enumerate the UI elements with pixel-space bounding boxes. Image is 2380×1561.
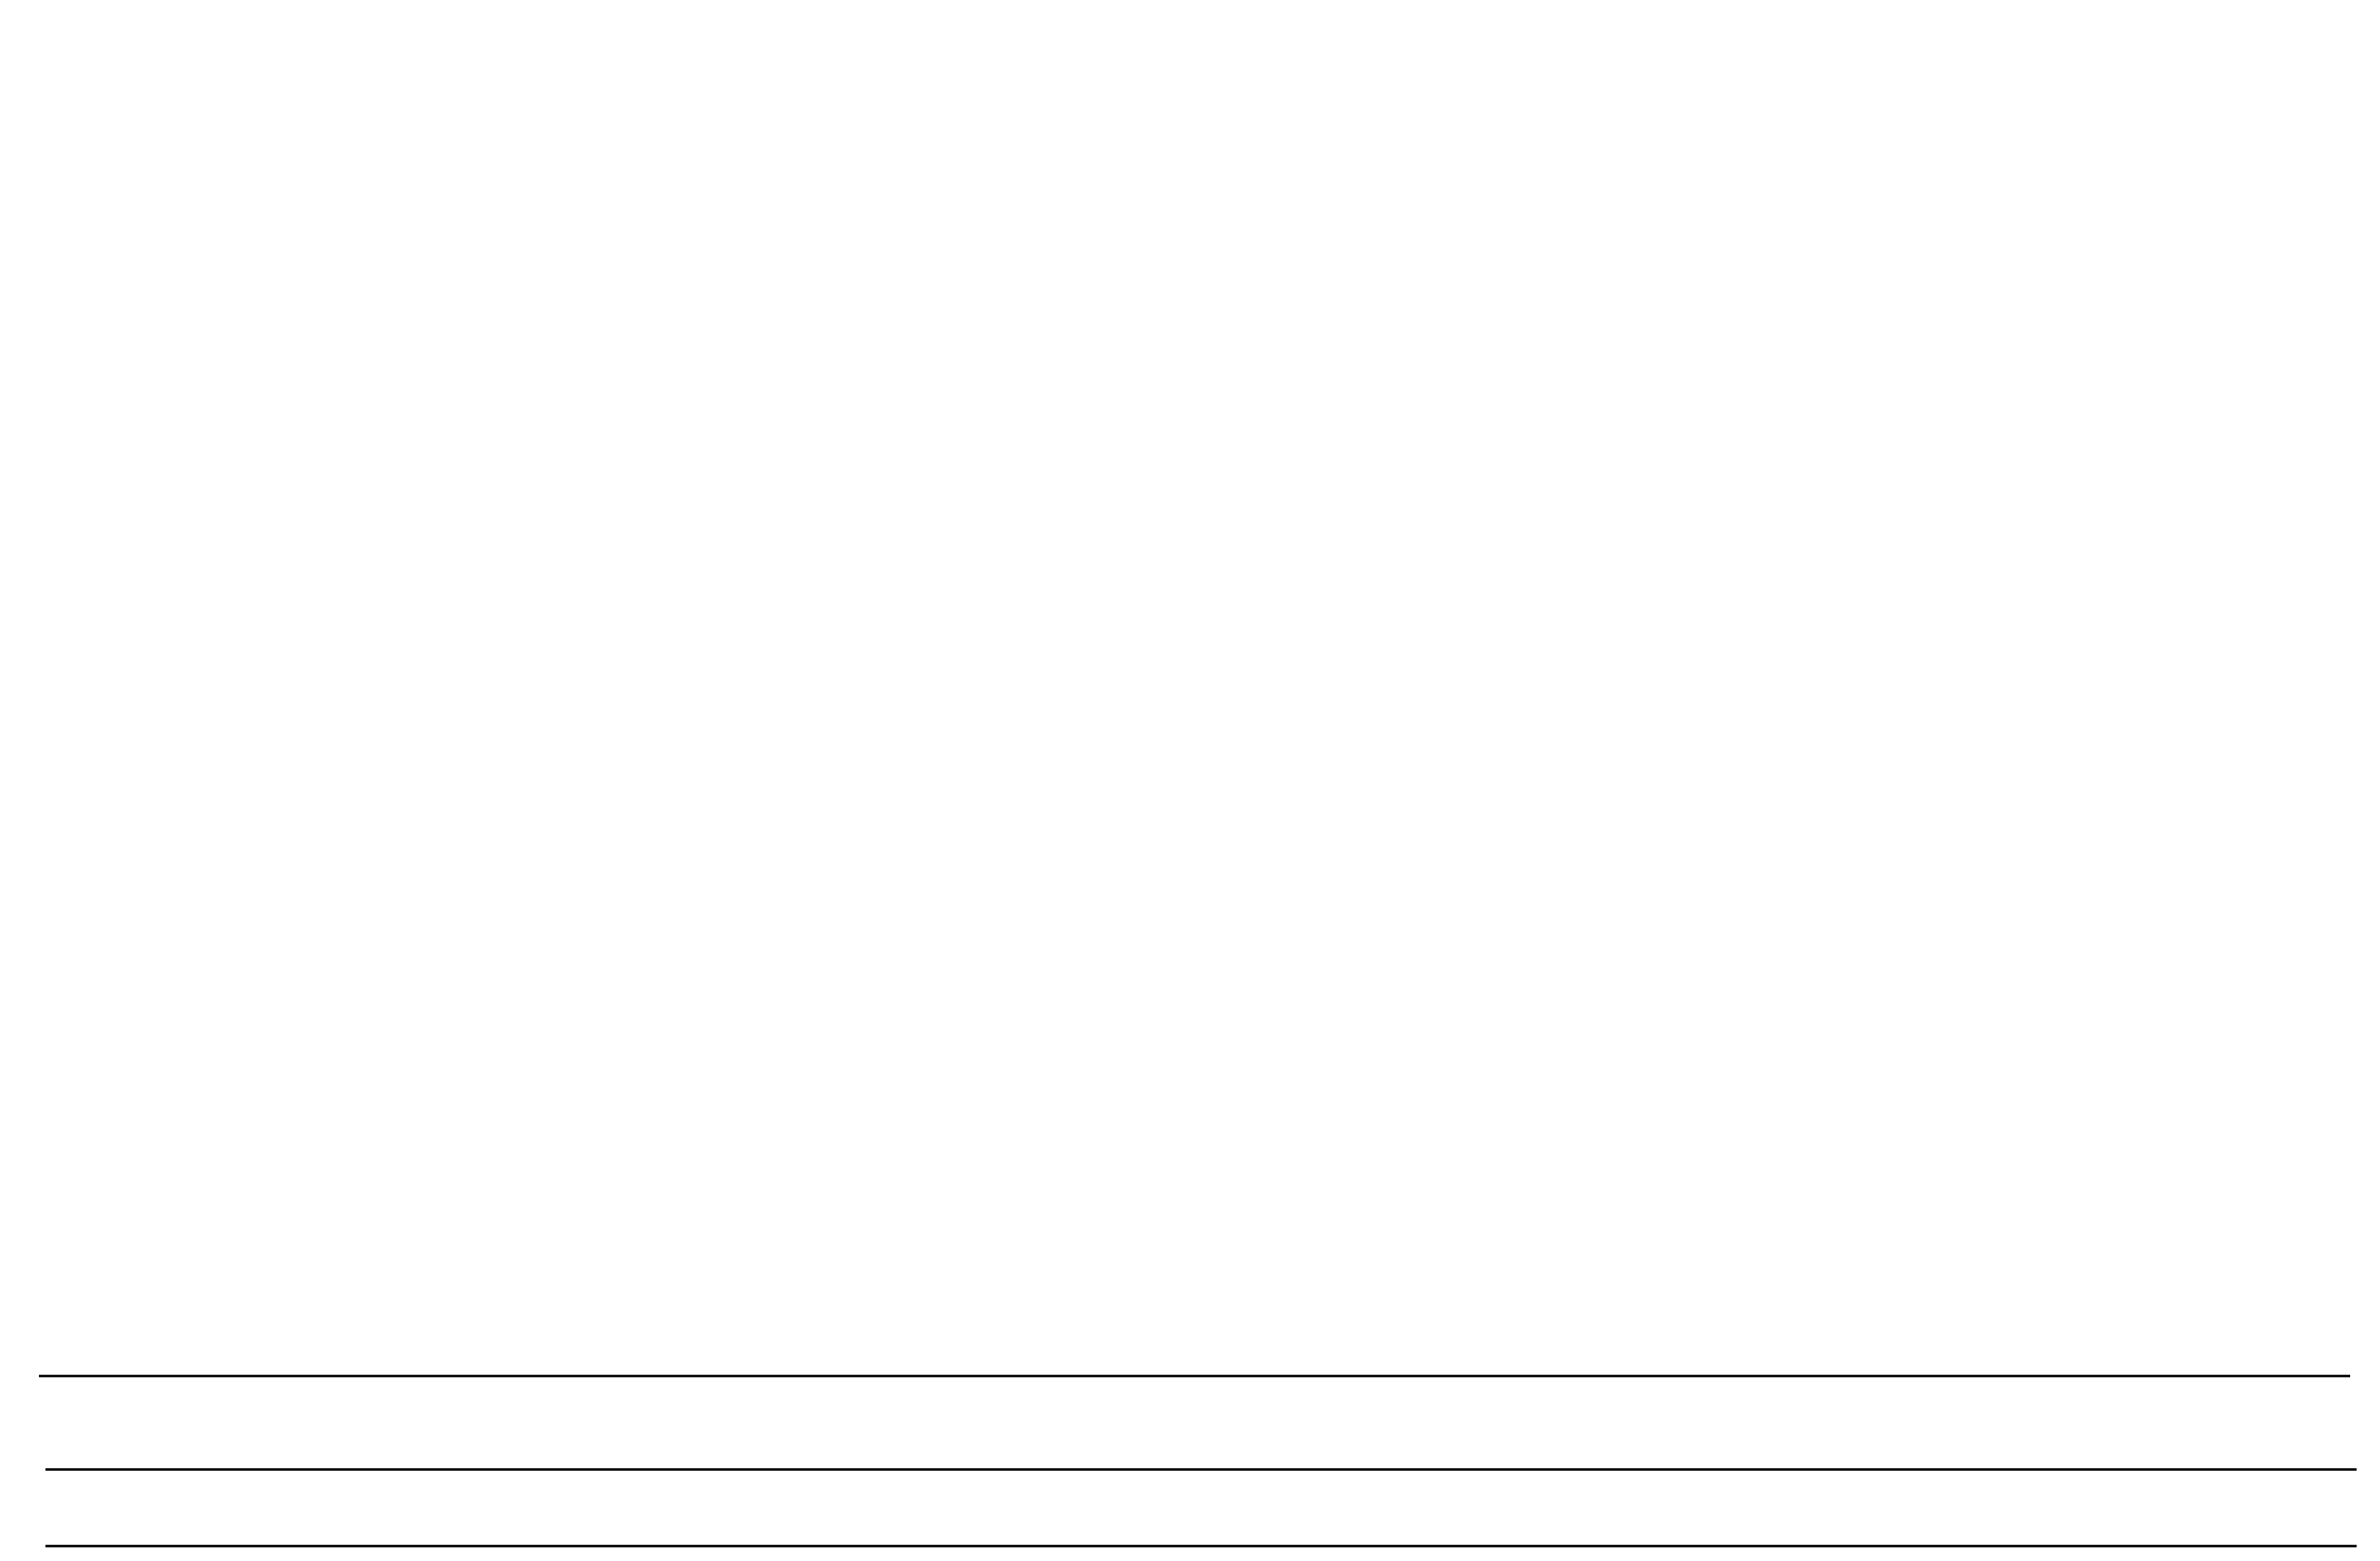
mobbing-row [39,1475,2311,1540]
mobbing-rule-top [45,1468,2357,1471]
table-rule-bottom [39,1375,2350,1377]
mobbing-rule-bottom [45,1545,2357,1547]
